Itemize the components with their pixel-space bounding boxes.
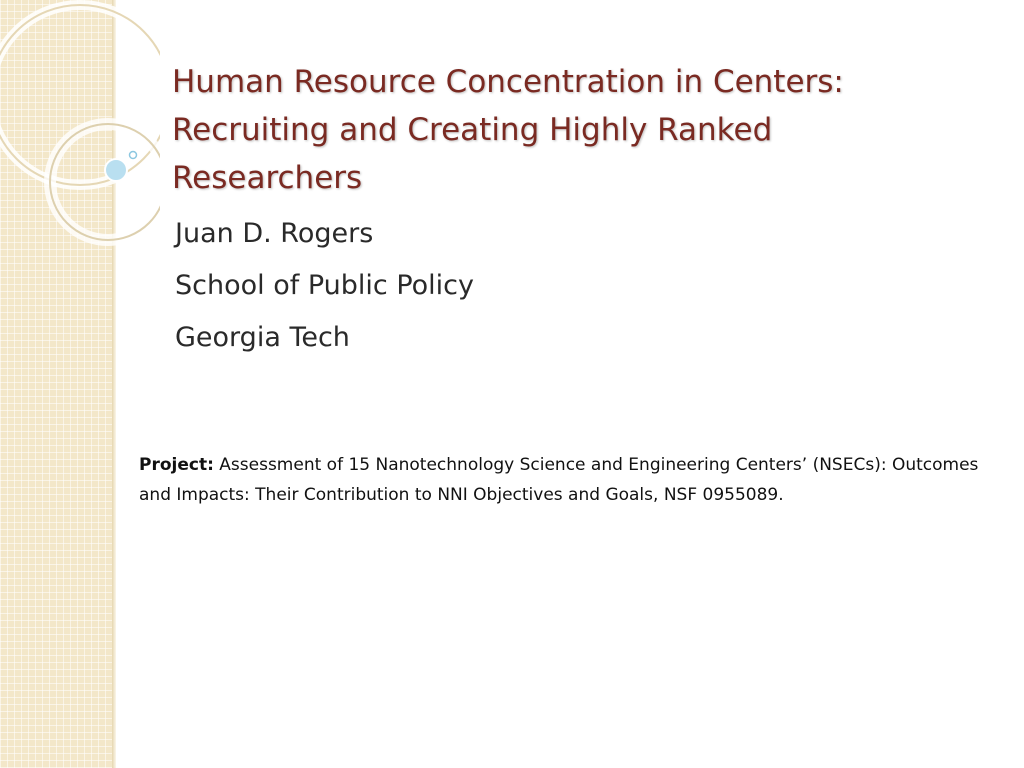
author-name: Juan D. Rogers — [175, 218, 374, 249]
project-label: Project: — [139, 455, 214, 475]
author-institution: Georgia Tech — [175, 322, 350, 353]
project-note — [139, 450, 989, 510]
author-block — [175, 208, 875, 364]
slide-title: Human Resource Concentration in Centers: Recruiting and Creating Highly Ranked Researchers — [172, 64, 844, 196]
decorative-circles — [0, 0, 160, 260]
author-department: School of Public Policy — [175, 270, 474, 301]
project-description: Assessment of 15 Nanotechnology Science and Engineering Centers’ (NSECs): Outcomes and Impacts: Their Contribution to NNI Objectives and Goals, NSF 0955089. — [139, 455, 979, 505]
